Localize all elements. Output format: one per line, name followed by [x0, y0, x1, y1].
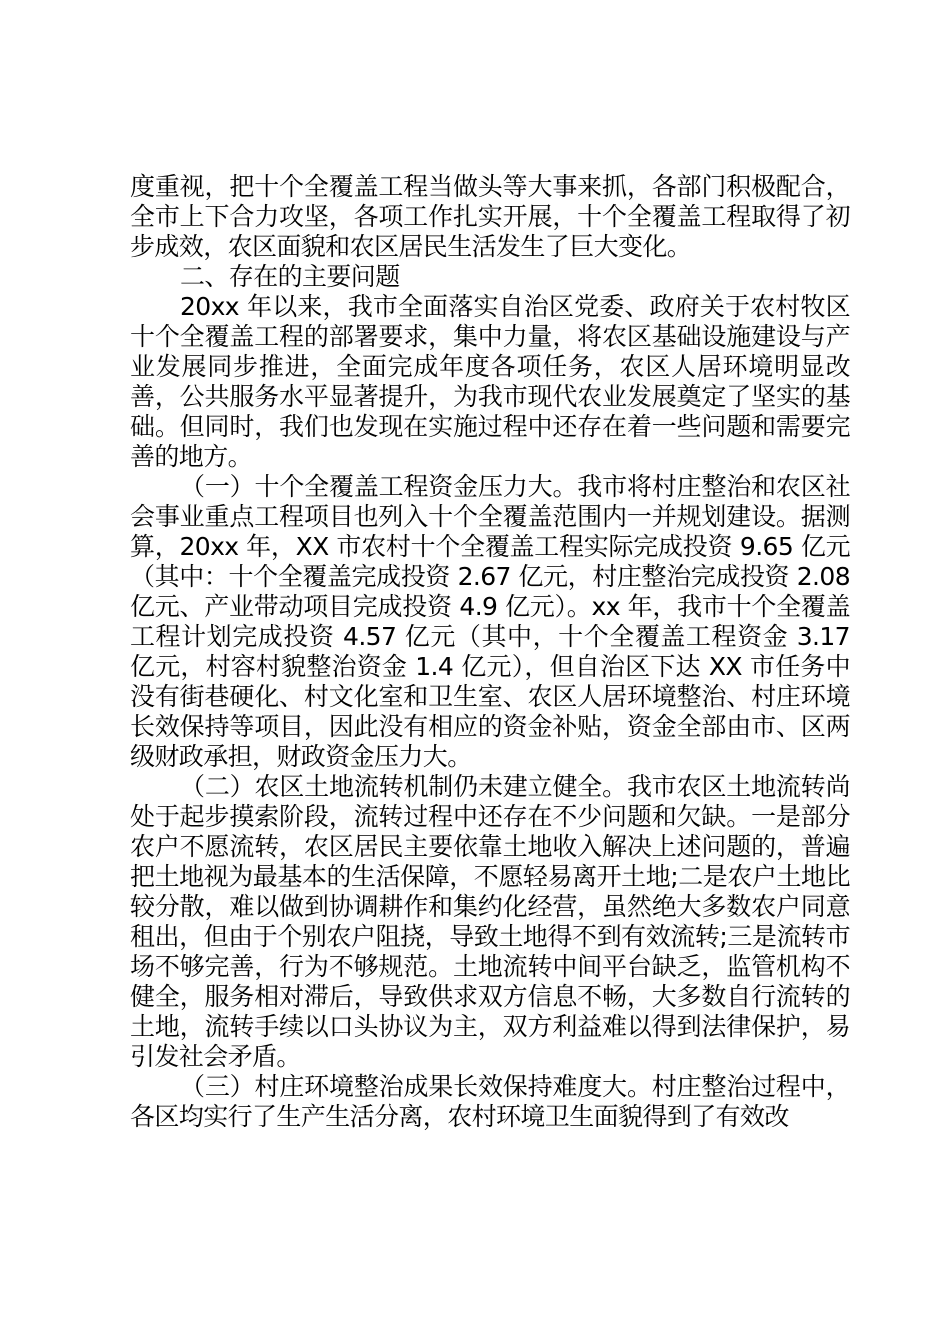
paragraph-environment-maintenance: （三）村庄环境整治成果长效保持难度大。村庄整治过程中，各区均实行了生产生活分离，农村环境卫生面貌得到了有效改 [130, 1072, 850, 1131]
section-heading-problems: 二、存在的主要问题 [180, 262, 400, 291]
paragraph-land-transfer: （二）农区土地流转机制仍未建立健全。我市农区土地流转尚处于起步摸索阶段，流转过程中还存在不少问题和欠缺。一是部分农户不愿流转，农区居民主要依靠土地收入解决上述问题的，普遍把土地视为最基本的生活保障，不愿轻易离开土地;二是农户土地比较分散，难以做到协调耕作和集约化经营，虽然绝大多数农户同意租出，但由于个别农户阻挠，导致土地得不到有效流转;三是流转市场不够完善，行为不够规范。土地流转中间平台缺乏，监管机构不健全，服务相对滞后，导致供求双方信息不畅，大多数自行流转的土地，流转手续以口头协议为主，双方利益难以得到法律保护，易引发社会矛盾。 [130, 772, 850, 1071]
paragraph-continuation: 度重视，把十个全覆盖工程当做头等大事来抓，各部门积极配合，全市上下合力攻坚，各项工作扎实开展，十个全覆盖工程取得了初步成效，农区面貌和农区居民生活发生了巨大变化。 [130, 172, 850, 261]
paragraph-overview: 20xx 年以来，我市全面落实自治区党委、政府关于农村牧区十个全覆盖工程的部署要求，集中力量，将农区基础设施建设与产业发展同步推进，全面完成年度各项任务，农区人居环境明显改善，公共服务水平显著提升，为我市现代农业发展奠定了坚实的基础。但同时，我们也发现在实施过程中还存在着一些问题和需要完善的地方。 [130, 292, 850, 471]
document-page [130, 172, 850, 1132]
paragraph-funding-pressure: （一）十个全覆盖工程资金压力大。我市将村庄整治和农区社会事业重点工程项目也列入十个全覆盖范围内一并规划建设。据测算，20xx 年，XX 市农村十个全覆盖工程实际完成投资 9.65 亿元（其中：十个全覆盖完成投资 2.67 亿元，村庄整治完成投资 2.08 亿元、产业带动项目完成投资 4.9 亿元）。xx 年，我市十个全覆盖工程计划完成投资 4.57 亿元（其中，十个全覆盖工程资金 3.17 亿元，村容村貌整治资金 1.4 亿元），但自治区下达 XX 市任务中没有街巷硬化、村文化室和卫生室、农区人居环境整治、村庄环境长效保持等项目，因此没有相应的资金补贴，资金全部由市、区两级财政承担，财政资金压力大。 [130, 472, 850, 771]
